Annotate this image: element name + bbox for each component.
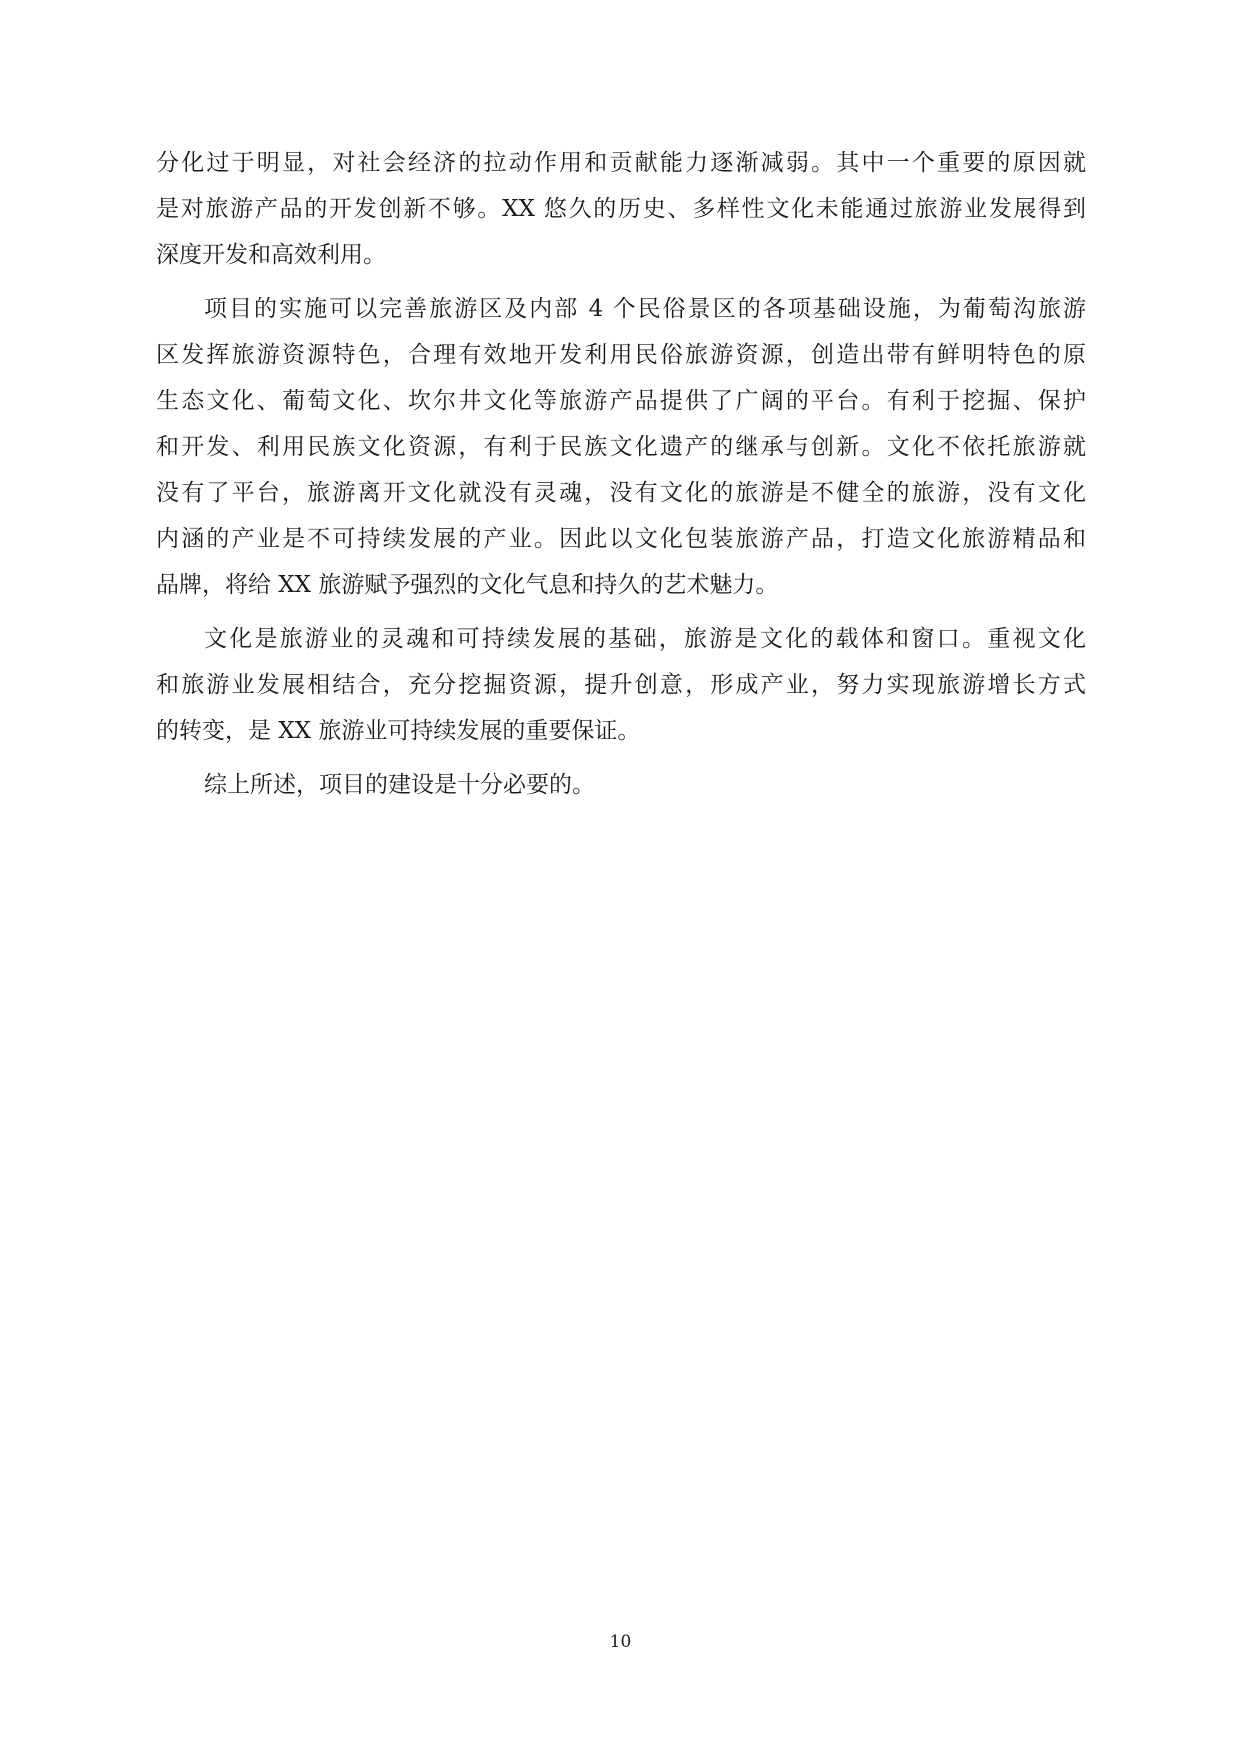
text-line: 深度开发和高效利用。: [156, 242, 386, 268]
text-line: 没有了平台，旅游离开文化就没有灵魂，没有文化的旅游是不健全的旅游，没有文化: [156, 480, 1086, 506]
paragraph-1: [156, 140, 1086, 278]
text-line: 区发挥旅游资源特色，合理有效地开发利用民俗旅游资源，创造出带有鲜明特色的原: [156, 342, 1086, 368]
text-line: 和旅游业发展相结合，充分挖掘资源，提升创意，形成产业，努力实现旅游增长方式: [156, 672, 1086, 698]
body-text: [156, 140, 1086, 808]
paragraph-gap: [156, 278, 1086, 286]
text-line: 和开发、利用民族文化资源，有利于民族文化遗产的继承与创新。文化不依托旅游就: [156, 434, 1086, 460]
text-line: 分化过于明显，对社会经济的拉动作用和贡献能力逐渐减弱。其中一个重要的原因就: [156, 150, 1086, 176]
page-number: 10: [609, 1632, 632, 1652]
paragraph-2: [156, 286, 1086, 608]
text-line: 项目的实施可以完善旅游区及内部 4 个民俗景区的各项基础设施，为葡萄沟旅游: [204, 296, 1086, 322]
text-line: 的转变，是 XX 旅游业可持续发展的重要保证。: [156, 718, 641, 744]
text-line: 内涵的产业是不可持续发展的产业。因此以文化包装旅游产品，打造文化旅游精品和: [156, 526, 1086, 552]
text-line: 是对旅游产品的开发创新不够。XX 悠久的历史、多样性文化未能通过旅游业发展得到: [156, 196, 1086, 222]
text-line: 品牌，将给 XX 旅游赋予强烈的文化气息和持久的艺术魅力。: [156, 572, 779, 598]
text-line: 文化是旅游业的灵魂和可持续发展的基础，旅游是文化的载体和窗口。重视文化: [204, 626, 1086, 652]
paragraph-gap: [156, 608, 1086, 616]
text-line: 生态文化、葡萄文化、坎尔井文化等旅游产品提供了广阔的平台。有利于挖掘、保护: [156, 388, 1086, 414]
text-line: 综上所述，项目的建设是十分必要的。: [204, 772, 595, 798]
paragraph-3: [156, 616, 1086, 754]
paragraph-gap: [156, 754, 1086, 762]
paragraph-4: [156, 762, 1086, 808]
